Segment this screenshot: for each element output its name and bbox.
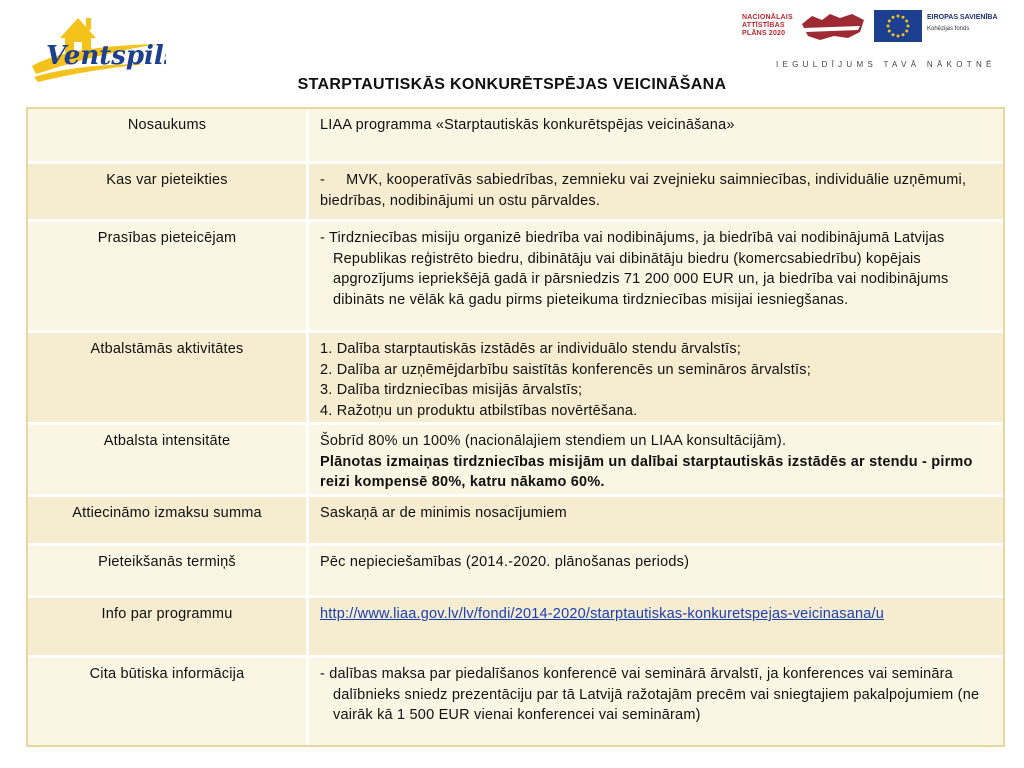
requirements-text: - Tirdzniecības misiju organizē biedrība vai nodibinājums, ja biedrībā vai nodibinājumā Latvijas Republikas reģistrēto biedru, dibinātāju vai dibinātāju biedru (komercsabiedrību) kopējais apgrozījums iepriekšējā gadā ir pārsniedzis 71 200 000 EUR un, ja biedrība vai nodibinājums dibināts ne vēlāk kā gadu pirms pieteikuma tirdzniecības misijai iesniegšanas. bbox=[320, 230, 949, 308]
partner-logos bbox=[742, 8, 1002, 70]
table-row bbox=[28, 425, 1003, 497]
row-value bbox=[306, 333, 1003, 425]
row-value: LIAA programma «Starptautiskās konkurētspējas veicināšana» bbox=[306, 109, 1003, 164]
table-row bbox=[28, 598, 1003, 658]
table-row bbox=[28, 658, 1003, 745]
table-row bbox=[28, 222, 1003, 333]
list-item: 4. Ražotņu un produktu atbilstības novērtēšana. bbox=[320, 402, 638, 419]
intensity-current: Šobrīd 80% un 100% (nacionālajiem stendiem un LIAA konsultācijām). bbox=[320, 433, 787, 449]
row-label: Info par programmu bbox=[28, 598, 306, 658]
row-label: Pieteikšanās termiņš bbox=[28, 546, 306, 598]
row-label: Atbalsta intensitāte bbox=[28, 425, 306, 497]
row-label: Kas var pieteikties bbox=[28, 164, 306, 222]
row-value: - MVK, kooperatīvās sabiedrības, zemnieku vai zvejnieku saimniecības, individuālie uzņēmumi, biedrības, nodibinājumi un ostu pārvaldes. bbox=[306, 164, 1003, 222]
row-value: Saskaņā ar de minimis nosacījumiem bbox=[306, 497, 1003, 546]
row-value bbox=[306, 598, 1003, 658]
list-item: 2. Dalība ar uzņēmējdarbību saistītās konferencēs un semināros ārvalstīs; bbox=[320, 361, 811, 378]
nap-logo-text bbox=[742, 14, 793, 38]
eu-subtitle: Kohēzijas fonds bbox=[927, 26, 970, 32]
program-info-link[interactable]: http://www.liaa.gov.lv/lv/fondi/2014-2020/starptautiskas-konkuretspejas-veicinasana/u bbox=[320, 606, 884, 622]
intensity-planned: Plānotas izmaiņas tirdzniecības misijām un dalībai starptautiskās izstādēs ar stendu - pirmo reizi kompensē 80%, katru nākamo 60%. bbox=[320, 453, 973, 490]
table-row bbox=[28, 333, 1003, 425]
ventspils-logo-icon bbox=[26, 4, 166, 82]
table-row bbox=[28, 497, 1003, 546]
eu-slogan: IEGULDĪJUMS TAVĀ NĀKOTNĒ bbox=[776, 60, 996, 69]
nap-line: PLĀNS 2020 bbox=[742, 30, 786, 37]
row-label: Attiecināmo izmaksu summa bbox=[28, 497, 306, 546]
eu-title: EIROPAS SAVIENĪBA bbox=[927, 14, 998, 21]
row-value bbox=[306, 658, 1003, 745]
row-label: Nosaukums bbox=[28, 109, 306, 164]
table-row bbox=[28, 109, 1003, 164]
table-row bbox=[28, 546, 1003, 598]
row-value: Pēc nepieciešamības (2014.-2020. plānošanas periods) bbox=[306, 546, 1003, 598]
row-value bbox=[306, 425, 1003, 497]
row-label: Cita būtiska informācija bbox=[28, 658, 306, 745]
svg-text:Ventspils: Ventspils bbox=[46, 41, 166, 71]
nap-line: NACIONĀLAIS bbox=[742, 14, 793, 21]
eu-flag-icon bbox=[874, 10, 922, 42]
table-row bbox=[28, 164, 1003, 222]
info-table bbox=[26, 107, 1005, 747]
row-label: Atbalstāmās aktivitātes bbox=[28, 333, 306, 425]
other-info-text: - dalības maksa par piedalīšanos konferencē vai seminārā ārvalstī, ja konferences vai semināra dalībnieks sniedz prezentāciju par tā Latvijā ražotajām precēm vai sniegtajiem pakalpojumiem (ne vairāk kā 1 500 EUR vienai konferencei vai semināram) bbox=[320, 666, 980, 723]
nap-line: ATTĪSTĪBAS bbox=[742, 22, 785, 29]
page-title: STARPTAUTISKĀS KONKURĒTSPĒJAS VEICINĀŠANA bbox=[297, 76, 727, 93]
latvia-map-icon bbox=[798, 10, 868, 44]
row-label: Prasības pieteicējam bbox=[28, 222, 306, 333]
list-item: 3. Dalība tirdzniecības misijās ārvalstīs; bbox=[320, 382, 583, 398]
row-value bbox=[306, 222, 1003, 333]
list-item: 1. Dalība starptautiskās izstādēs ar individuālo stendu ārvalstīs; bbox=[320, 341, 742, 357]
ventspils-logo bbox=[26, 4, 166, 82]
